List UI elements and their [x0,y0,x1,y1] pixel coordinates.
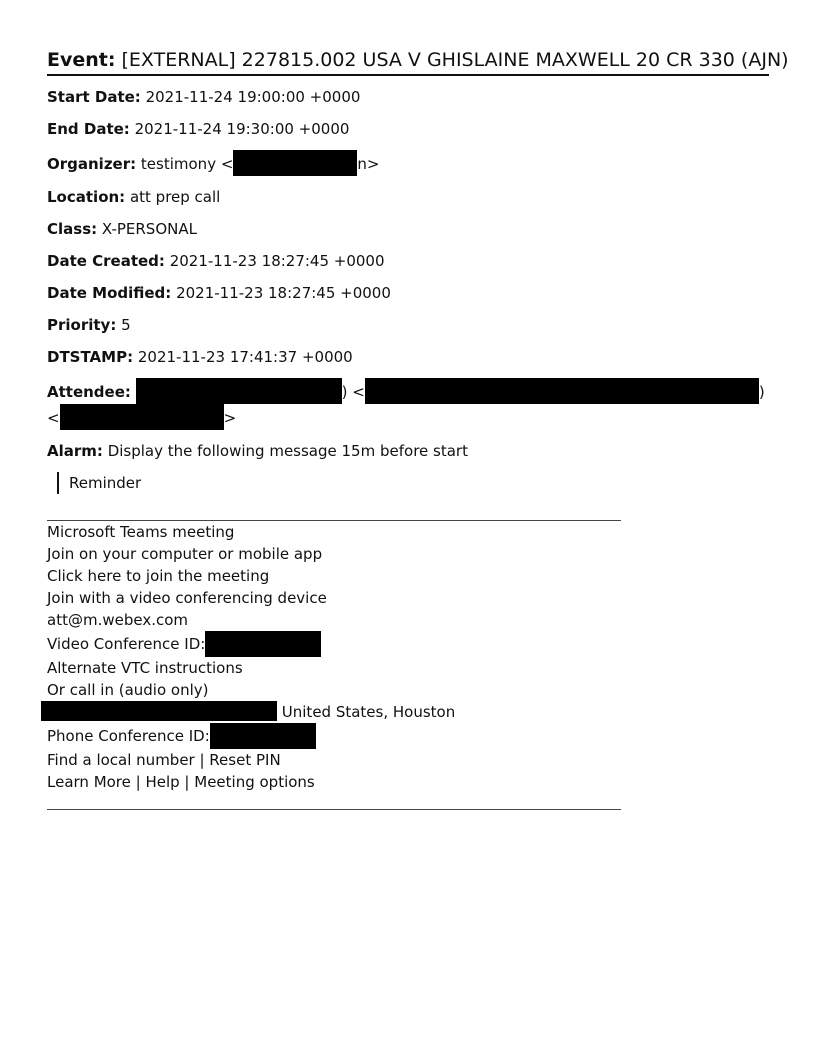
end-date-label: End Date: [47,120,130,138]
webex-address: att@m.webex.com [47,611,188,629]
event-title [47,47,789,76]
call-in-text: Or call in (audio only) [47,681,209,699]
attendee-close: ) [758,383,765,401]
dtstamp-value: 2021-11-23 17:41:37 +0000 [137,348,353,366]
learn-more-help-options-links[interactable]: Learn More | Help | Meeting options [47,773,315,791]
date-created-field [47,250,769,272]
attendee-label: Attendee: [47,383,131,401]
event-label: Event: [47,49,116,71]
separator-line-bottom [47,809,621,810]
attendee-line2-suffix: > [223,409,237,427]
attendee-name-redaction [136,378,342,404]
start-date-label: Start Date: [47,88,141,106]
event-document [47,47,789,810]
date-modified-label: Date Modified: [47,284,172,302]
alarm-label: Alarm: [47,442,103,460]
attendee-second-redaction [60,404,224,430]
location-value: att prep call [129,188,221,206]
date-modified-value: 2021-11-23 18:27:45 +0000 [176,284,391,302]
teams-meeting-title: Microsoft Teams meeting [47,523,235,541]
priority-value: 5 [121,316,131,334]
video-conference-id-line [47,631,769,657]
date-created-value: 2021-11-23 18:27:45 +0000 [169,252,385,270]
end-date-field [47,118,769,140]
organizer-value-suffix: n> [357,155,380,173]
phone-location-text: United States, Houston [281,703,456,721]
organizer-label: Organizer: [47,155,137,173]
priority-field [47,314,769,336]
location-label: Location: [47,188,126,206]
priority-label: Priority: [47,316,117,334]
alarm-value: Display the following message 15m before start [107,442,468,460]
local-number-reset-pin-links[interactable]: Find a local number | Reset PIN [47,751,281,769]
dtstamp-field [47,346,769,368]
attendee-separator: ) < [341,383,365,401]
phone-conference-id-label: Phone Conference ID: [47,727,210,745]
organizer-redaction [233,150,357,176]
start-date-value: 2021-11-24 19:00:00 +0000 [145,88,361,106]
organizer-field [47,150,769,176]
alternate-vtc-link[interactable]: Alternate VTC instructions [47,659,243,677]
attendee-field [47,378,769,430]
organizer-value-prefix: testimony < [140,155,234,173]
class-field [47,218,769,240]
attendee-line-2 [47,404,769,430]
date-modified-field [47,282,769,304]
teams-meeting-body [47,521,769,793]
alarm-field [47,440,769,462]
attendee-email-redaction [365,378,759,404]
join-meeting-link[interactable]: Click here to join the meeting [47,567,270,585]
end-date-value: 2021-11-24 19:30:00 +0000 [134,120,350,138]
event-title-text: [EXTERNAL] 227815.002 USA V GHISLAINE MAXWELL 20 CR 330 (AJN) [121,49,789,71]
attendee-line2-prefix: < [47,409,60,427]
video-conference-id-label: Video Conference ID: [47,635,206,653]
phone-conference-id-redaction [210,723,316,749]
phone-number-line [41,701,769,723]
join-vtc-text: Join with a video conferencing device [47,589,327,607]
phone-number-redaction [41,701,277,721]
reminder-quote: Reminder [57,472,769,494]
date-created-label: Date Created: [47,252,165,270]
class-label: Class: [47,220,98,238]
video-conference-id-redaction [205,631,321,657]
attendee-line-1 [47,378,769,404]
location-field [47,186,769,208]
dtstamp-label: DTSTAMP: [47,348,134,366]
start-date-field [47,86,769,108]
phone-conference-id-line [47,723,769,749]
class-value: X-PERSONAL [101,220,197,238]
join-computer-text: Join on your computer or mobile app [47,545,323,563]
